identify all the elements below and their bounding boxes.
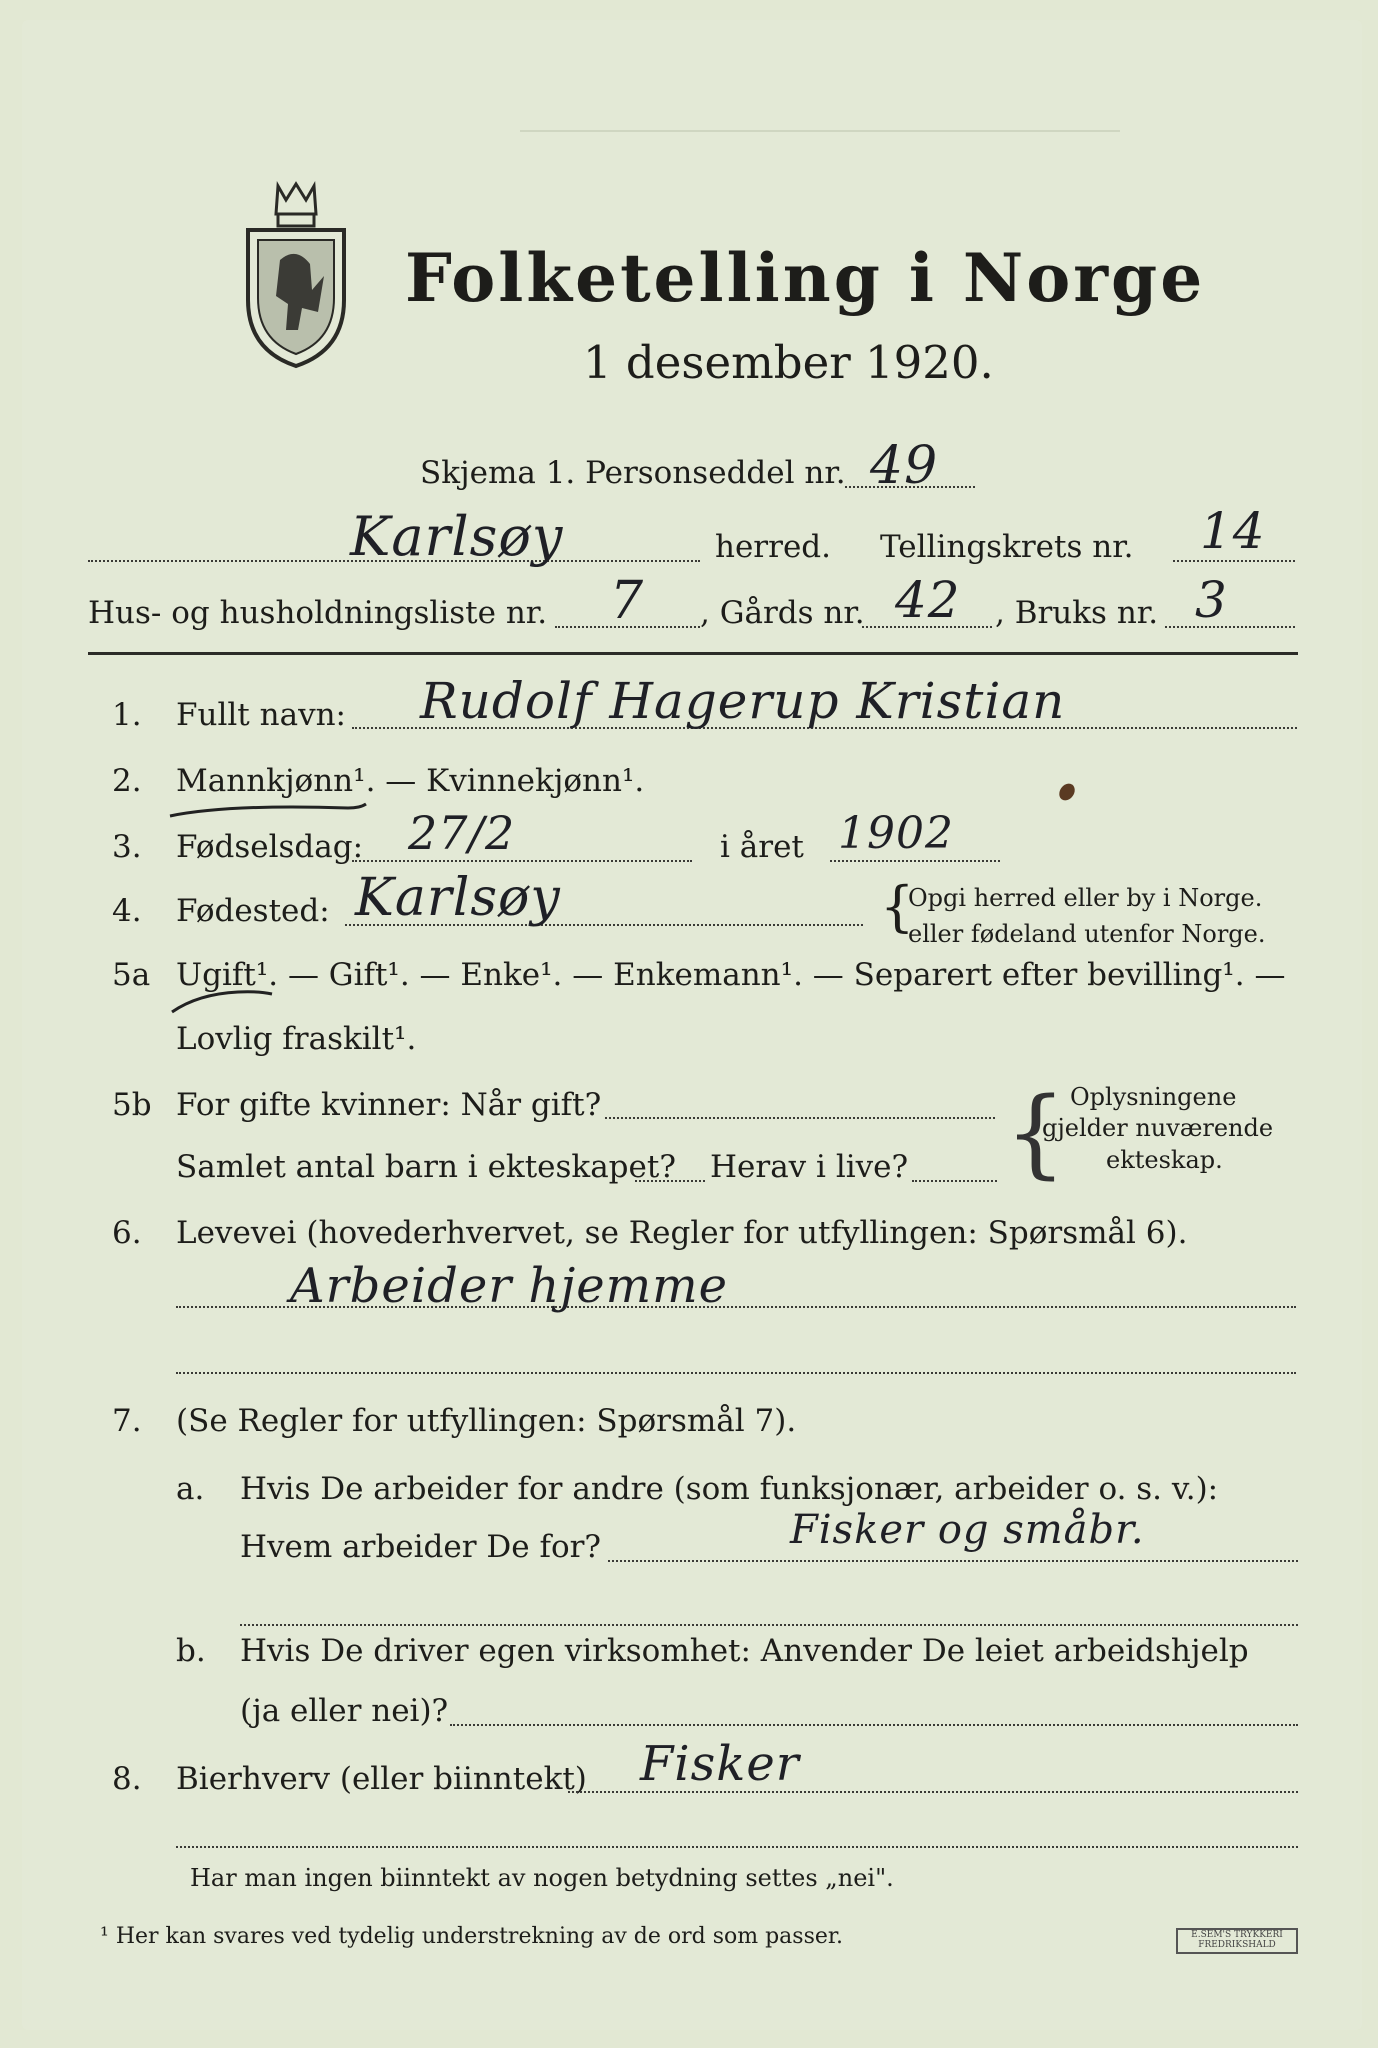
form-title: Folketelling i Norge: [405, 239, 1206, 317]
q5b-line-2a: Samlet antal barn i ekteskapet?: [176, 1149, 676, 1185]
children-line: [635, 1180, 705, 1182]
q4-number: 4.: [112, 893, 142, 929]
q5a-number: 5a: [112, 957, 151, 993]
birthplace-value[interactable]: Karlsøy: [355, 868, 561, 928]
tellingskrets-nr[interactable]: 14: [1200, 502, 1266, 560]
q8-line-2: [176, 1846, 1298, 1848]
husholdningsliste-label: Hus- og husholdningsliste nr.: [88, 595, 548, 631]
census-date: 1 desember 1920.: [583, 336, 994, 389]
footnote: ¹ Her kan svares ved tydelig understrekning av de ord som passer.: [100, 1924, 843, 1949]
no-income-note: Har man ingen biinntekt av nogen betydning settes „nei".: [190, 1864, 894, 1892]
q7b-letter: b.: [176, 1633, 206, 1669]
herred-value[interactable]: Karlsøy: [350, 505, 564, 568]
q7b-line-1: Hvis De driver egen virksomhet: Anvender De leiet arbeidshjelp: [240, 1633, 1249, 1669]
q4-label: Fødested:: [176, 893, 330, 929]
birthday-value[interactable]: 27/2: [408, 806, 516, 860]
q7a-line-extra: [240, 1624, 1298, 1626]
q7-number: 7.: [112, 1403, 142, 1439]
q4-note-2: eller fødeland utenfor Norge.: [908, 920, 1266, 948]
q1-label: Fullt navn:: [176, 697, 346, 733]
gards-label: , Gårds nr.: [700, 595, 865, 631]
printer-stamp: E.SEM'S TRYKKERI FREDRIKSHALD: [1176, 1928, 1298, 1954]
occupation-value[interactable]: Arbeider hjemme: [290, 1258, 729, 1314]
skjema-label: Skjema 1. Personseddel nr.: [420, 455, 846, 491]
ugift-underline: [168, 988, 278, 1016]
birth-year-value[interactable]: 1902: [838, 808, 954, 859]
q5b-line-1: For gifte kvinner: Når gift?: [176, 1087, 602, 1123]
q5b-line-2b: Herav i live?: [710, 1149, 909, 1185]
q8-label: Bierhverv (eller biinntekt): [176, 1761, 587, 1797]
q5b-note-2: gjelder nuværende: [1042, 1114, 1274, 1142]
q3-label: Fødselsdag:: [176, 829, 364, 865]
q3-number: 3.: [112, 829, 142, 865]
alive-line: [912, 1180, 997, 1182]
year-line: [830, 860, 1000, 862]
q7b-answer-line: [450, 1724, 1298, 1726]
q6-label: Levevei (hovederhvervet, se Regler for utfyllingen: Spørsmål 6).: [176, 1215, 1188, 1251]
q8-number: 8.: [112, 1761, 142, 1797]
q6-number: 6.: [112, 1215, 142, 1251]
bruks-label: , Bruks nr.: [995, 595, 1159, 631]
bruks-nr[interactable]: 3: [1195, 571, 1228, 629]
q7-label: (Se Regler for utfyllingen: Spørsmål 7).: [176, 1403, 797, 1439]
header-divider: [88, 652, 1298, 655]
employer-value[interactable]: Fisker og småbr.: [790, 1507, 1145, 1553]
q7b-line-2: (ja eller nei)?: [240, 1693, 449, 1729]
skjema-nr[interactable]: 49: [870, 436, 939, 496]
employer-line: [608, 1560, 1298, 1562]
bleed-through: [520, 130, 1120, 132]
q5b-note-1: Oplysningene: [1070, 1083, 1237, 1111]
q2-number: 2.: [112, 763, 142, 799]
coat-of-arms-icon: [240, 180, 352, 370]
q5a-line-2: Lovlig fraskilt¹.: [176, 1021, 417, 1057]
q5a-line-1: Ugift¹. — Gift¹. — Enke¹. — Enkemann¹. — Separert efter bevilling¹. —: [176, 957, 1286, 993]
tellingskrets-label: Tellingskrets nr.: [880, 529, 1134, 565]
q2-label: Mannkjønn¹. — Kvinnekjønn¹.: [176, 763, 645, 799]
mannkjonn-underline: [168, 798, 368, 822]
q3-line: [352, 860, 692, 862]
q5b-brace: {: [1005, 1077, 1067, 1189]
bruks-line: [1165, 626, 1295, 628]
q7a-line-1: Hvis De arbeider for andre (som funksjonær, arbeider o. s. v.):: [240, 1471, 1219, 1507]
q5b-number: 5b: [112, 1087, 152, 1123]
q1-number: 1.: [112, 697, 142, 733]
gards-nr[interactable]: 42: [895, 571, 961, 629]
husholdningsliste-nr[interactable]: 7: [610, 571, 645, 631]
q5b-note-3: ekteskap.: [1106, 1146, 1223, 1174]
tellingskrets-line: [1173, 560, 1295, 562]
q4-note-1: Opgi herred eller by i Norge.: [908, 884, 1263, 912]
q6-line-2: [176, 1372, 1296, 1374]
full-name-value[interactable]: Rudolf Hagerup Kristian: [420, 672, 1066, 730]
q7a-line-2: Hvem arbeider De for?: [240, 1529, 602, 1565]
year-label: i året: [720, 829, 804, 865]
herred-label: herred.: [715, 529, 831, 565]
side-income-value[interactable]: Fisker: [640, 1736, 800, 1792]
q4-brace: {: [880, 875, 915, 938]
married-when-line: [605, 1117, 995, 1119]
q7a-letter: a.: [176, 1471, 205, 1507]
